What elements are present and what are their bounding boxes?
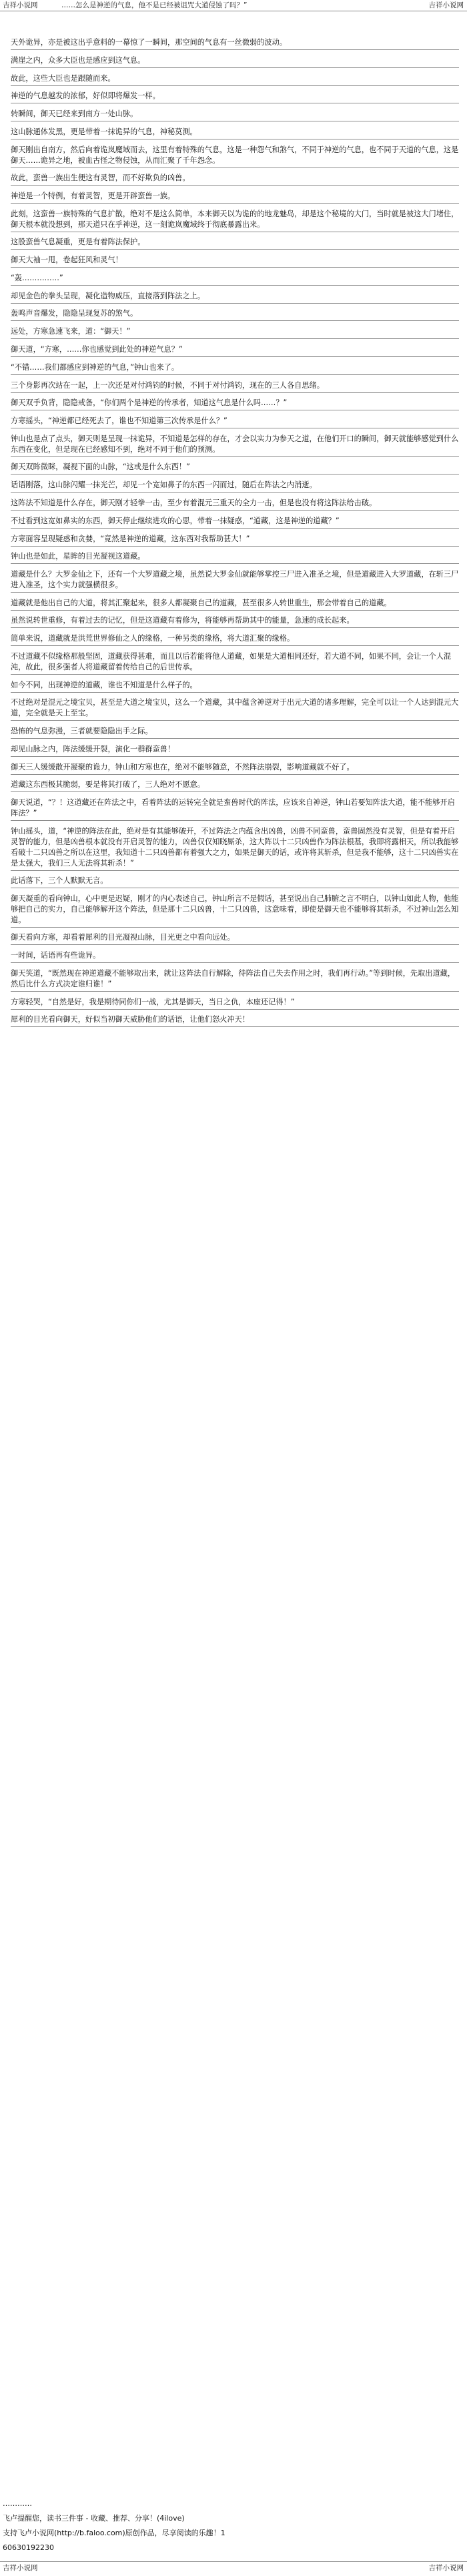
- paragraph: 此刻，这蛮兽一族特殊的气息扩散，绝对不是这么简单，本来御天以为诡的的地龙魅岛，却是这个秘境的大门，当时就是被这大门堵住，御天根本就没想到，那天道只在乎神逆，这一刻诡岚魔域终于彻底暴露出来。: [11, 209, 459, 232]
- paragraph: “不错……我们都感应到神逆的气息，”钟山也来了。: [11, 362, 459, 375]
- paragraph: 却见山脉之内，阵法缓缓开裂，演化一群群蛮兽！: [11, 744, 459, 757]
- paragraph: 此话落下，三个人默默无言。: [11, 876, 459, 888]
- site-name-left-bottom: 吉祥小说网: [3, 2564, 38, 2572]
- paragraph: 御天凝重的看向钟山，心中更是迟疑，刚才的内心表述自己，钟山所言不是假话，甚至说出自己肺腑之言不明白，以钟山如此人物，他能够把自己的实力，自己能够解开这个阵法，但是那十二只凶兽，十二只凶兽，这意味着，即使是御天也不能够将其斩杀，不过神山怎么知道。: [11, 894, 459, 928]
- paragraph: 御天双眸微眯，凝视下面的山脉，“这或是什么东西！”: [11, 462, 459, 474]
- page-header: [0, 0, 467, 11]
- site-name-right-bottom: 吉祥小说网: [428, 2564, 464, 2572]
- paragraph: 这股蛮兽气息凝重，更是有着阵法保护。: [11, 237, 459, 250]
- paragraph: 三个身影再次站在一起，上一次还是对付鸿钧的时候，不同于对付鸿钧，现在的三人各自思绪。: [11, 380, 459, 393]
- paragraph: 御天说道，“？！这道藏还在阵法之中，看着阵法的运转完全就是蛮兽时代的阵法，应该来自神逆，钟山若要知阵法大道，能不能够开启阵法？”: [11, 797, 459, 821]
- footer-support-link[interactable]: 支持飞卢小说网(http://b.faloo.com)原创作品，尽享阅读的乐趣！1: [3, 2529, 225, 2537]
- paragraph: 方寒轻哭，“自然是好，我是期待同你们一战，尤其是御天，当日之仇，本座还记得！”: [11, 997, 459, 1010]
- paragraph: 御天道，“方寒，……你也感觉到此处的神逆气息？”: [11, 344, 459, 357]
- paragraph: 御天双手负背，隐隐戒备，“你们两个是神逆的传承者，知道这气息是什么吗……？”: [11, 398, 459, 410]
- paragraph: 方寒面容呈现疑惑和贪婪，“竟然是神逆的道藏，这东西对我帮助甚大！”: [11, 534, 459, 547]
- paragraph: 远处，方寒急速飞来，道：“御天！”: [11, 326, 459, 339]
- section-separator: …………: [3, 2499, 32, 2508]
- paragraph: 满崖之内，众多大臣也是感应到这气息。: [11, 55, 459, 68]
- paragraph: 一时间，话语再有些诡异。: [11, 950, 459, 963]
- paragraph: 天外诡异，亦是被这出乎意料的一幕惊了一瞬间，那空间的气息有一丝微弱的波动。: [11, 37, 459, 50]
- footer-code: 60630192230: [3, 2543, 54, 2552]
- paragraph: 神逆是一个特例，有着灵智，更是开辟蛮兽一族。: [11, 191, 459, 204]
- paragraph: 神逆的气息越发的浓郁，好似即将爆发一样。: [11, 91, 459, 103]
- paragraph: 轰鸣声音爆发，隐隐呈现复苏的煞气。: [11, 308, 459, 321]
- paragraph: 如今不同，出现神逆的道藏，谁也不知道是什么样子的。: [11, 680, 459, 693]
- paragraph: 御天刚出自南方，然后向着诡岚魔域而去，这里有着特殊的气息，这是一种怨气和煞气，不同于神逆的气息，也不同于天道的气息，这是御天……诡异之地，被血古怪之物侵蚀，从而汇聚了千年怨念。: [11, 145, 459, 168]
- paragraph: 犀利的目光看向御天，好似当初御天威胁他们的话语，让他们怒火冲天！: [11, 1014, 459, 1027]
- paragraph: 御天三人缓缓散开凝聚的诡力，钟山和方寒也在，绝对不能够随意，不然阵法崩裂，影响道藏就不好了。: [11, 762, 459, 775]
- paragraph: 御天看向方寒，却看着犀利的目光凝视山脉，目光更之中看向远处。: [11, 932, 459, 945]
- site-name-left: 吉祥小说网: [3, 1, 38, 9]
- paragraph: 道藏这东西极其脆弱，要是将其打破了，三人绝对不愿意。: [11, 779, 459, 792]
- paragraph: “轰……………”: [11, 273, 459, 286]
- paragraph: 虽然说转世重修，有着过去的记忆，但是这道藏有着修为，将能够再帮助其中的能量，急速的成长起来。: [11, 615, 459, 628]
- paragraph: 转瞬间，御天已经来到南方一处山脉。: [11, 109, 459, 121]
- footer-reminder: 飞卢提醒您，读书三件事 - 收藏、推荐、分享！(4ilove): [3, 2514, 185, 2523]
- paragraph: 故此，这些大臣也是跟随而来。: [11, 73, 459, 86]
- paragraph: 恐怖的气息弥漫，三者就要隐隐出手之际。: [11, 726, 459, 739]
- paragraph: 故此，蛮兽一族出生便这有灵智，而不好欺负的凶兽。: [11, 173, 459, 186]
- paragraph: 方寒摇头，“神逆都已经死去了，谁也不知道第三次传承是什么？”: [11, 416, 459, 428]
- paragraph: 钟山也是点了点头，御天则是呈现一抹诡异，不知道是怎样的存在，才会以实力为参天之道，在他们开口的瞬间，御天就能够感觉到什么东西在变化，但是现在已经感知不到，绝对不同于他们的预测。: [11, 434, 459, 457]
- paragraph: 却见金色的拳头呈现，凝化造物威压，直接落到阵法之上。: [11, 291, 459, 304]
- paragraph: 话语刚落，这山脉闪耀一抹光芒，却见一个宽如鼻子的东西一闪而过，随后在阵法之内消逝。: [11, 480, 459, 493]
- header-title: ……怎么是神逆的气息，他不是已经被诅咒大道侵蚀了吗？”: [61, 1, 248, 9]
- paragraph: 简单来说，道藏就是洪荒世界修仙之人的缘格，一种另类的缘格，将大道汇聚的缘格。: [11, 633, 459, 646]
- paragraph: 不过看到这宽如鼻实的东西，御天停止继续进攻的心思，带着一抹疑惑，“道藏，这是神逆的道藏？”: [11, 516, 459, 529]
- paragraph: 御天笑道，“既然现在神逆道藏不能够取出来，就让这阵法自行解除，待阵法自己失去作用之时，我们再行动。”等到时候，先取出道藏，然后比什么方式决定谁归谁！”: [11, 968, 459, 992]
- site-name-right: 吉祥小说网: [428, 1, 464, 9]
- page-footer: [0, 2563, 467, 2573]
- paragraph: 道藏就是他出自己的大道，将其汇聚起来，很多人都凝聚自己的道藏，甚至很多人转世重生，那会带着自己的道藏。: [11, 598, 459, 611]
- paragraph: 道藏是什么？大罗金仙之下，还有一个大罗道藏之境，虽然说大罗金仙就能够掌控三尸进入准圣之境，但是道藏进入大罗道藏，在斩三尸进入准圣，这个实力就强横很多。: [11, 569, 459, 593]
- paragraph: 御天大袖一甩，卷起狂风和灵气！: [11, 255, 459, 268]
- paragraph: 不过绝对是混元之境宝贝，甚至是大道之境宝贝，这么一个道藏，其中蕴含神逆对于出元大道的诸多理解，完全可以让一个人达到混元大道，完全就是天上至宝。: [11, 697, 459, 721]
- paragraph: 不过道藏不似缘格那般坚固，道藏获得甚难，而且以后若能将他人道藏，如果是大道相同还好，若大道不同，如果不同，会让一个人混沌，故此，很多强者人将道藏留着传给自己的后世传承。: [11, 651, 459, 675]
- paragraph: 这阵法不知道是什么存在，御天刚才轻拳一击，至少有着混元三重天的全力一击，但是也没有将这阵法给击破。: [11, 498, 459, 511]
- footer-divider: [0, 2561, 467, 2562]
- paragraph: 这山脉通体发黑，更是带着一抹诡异的气息，神秘莫测。: [11, 127, 459, 139]
- paragraph: 钟山摇头，道，“神逆的阵法在此，绝对是有其能够破开，不过阵法之内蕴含出凶兽，凶兽不同蛮兽，蛮兽固然没有灵智，但是有着开启灵智的能力，但是凶兽根本就没有开启灵智的能力，凶兽仅仅知晓厮杀，这大阵以十二只凶兽作为阵法根基，我即将露相天，所以我能够看破十二只凶兽之所以在这里，我知道十二只凶兽都有着强大之力，如果是御天的话，或许将其斩杀，但是我不能够，这十二只凶兽实在是太强大，我们三人无法将其斩杀！”: [11, 826, 459, 871]
- paragraph: 钟山也是如此，星眸的目光凝视这道藏。: [11, 551, 459, 564]
